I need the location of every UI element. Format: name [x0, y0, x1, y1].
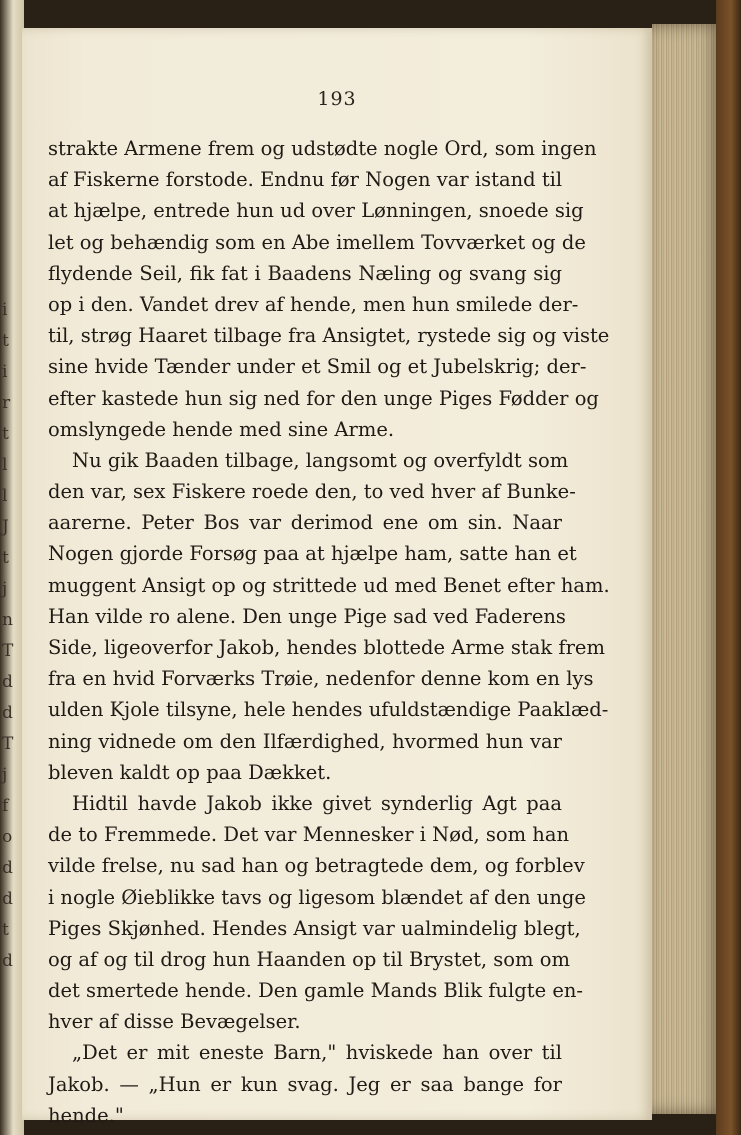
text-line: muggent Ansigt op og strittede ud med Benet efter ham. [48, 573, 610, 597]
margin-letter: d [2, 703, 13, 723]
text-line: de to Fremmede. Det var Mennesker i Nød, som han [48, 823, 570, 847]
margin-letter: T [2, 734, 14, 754]
text-line: vilde frelse, nu sad han og betragtede dem, og forblev [48, 854, 585, 878]
margin-letter: d [2, 889, 13, 909]
margin-letter: d [2, 672, 13, 692]
margin-letter: f [2, 796, 9, 816]
text-line: ulden Kjole tilsyne, hele hendes ufuldstændige Paaklæd- [48, 698, 609, 722]
text-line: Side, ligeoverfor Jakob, hendes blottede Arme stak frem [48, 636, 605, 659]
text-line: til, strøg Haaret tilbage fra Ansigtet, rystede sig og viste [48, 324, 610, 348]
text-line: flydende Seil, fik fat i Baadens Næling og svang sig [48, 261, 562, 285]
body-text [48, 133, 610, 1131]
page-number: 193 [317, 88, 357, 110]
text-line: hende." [48, 1103, 124, 1127]
text-line: bleven kaldt op paa Dækket. [48, 760, 332, 784]
facing-page-edge [0, 0, 24, 1135]
margin-letter: i [2, 300, 8, 320]
text-line: Han vilde ro alene. Den unge Pige sad ved Faderens [48, 604, 566, 628]
text-line: fra en hvid Forværks Trøie, nedenfor denne kom en lys [48, 667, 594, 691]
page-stack-edge [652, 24, 722, 1114]
text-line: strakte Armene frem og udstødte nogle Ord, som ingen [48, 137, 597, 160]
text-line: i nogle Øieblikke tavs og ligesom blændet af den unge [48, 885, 586, 909]
margin-letter: t [2, 548, 9, 568]
text-line: Hidtil havde Jakob ikke givet synderlig Agt paa [72, 791, 562, 815]
text-line: og af og til drog hun Haanden op til Brystet, som om [48, 947, 570, 971]
margin-letter: d [2, 858, 13, 878]
text-line: Piges Skjønhed. Hendes Ansigt var ualmindelig blegt, [48, 916, 581, 940]
margin-letter: l [2, 455, 8, 475]
text-line: aarerne. Peter Bos var derimod ene om sin. Naar [48, 511, 562, 535]
book-cover-edge [716, 0, 741, 1135]
margin-letter: o [2, 827, 13, 847]
text-line: af Fiskerne forstode. Endnu før Nogen var istand til [48, 168, 563, 192]
text-line: det smertede hende. Den gamle Mands Blik fulgte en- [48, 979, 584, 1003]
margin-letter: r [2, 393, 11, 413]
margin-letter: t [2, 331, 9, 351]
text-line: „Det er mit eneste Barn," hviskede han over til [72, 1041, 562, 1065]
margin-letter: i [2, 362, 8, 382]
text-line: Nu gik Baaden tilbage, langsomt og overfyldt som [72, 448, 569, 472]
margin-letter: j [2, 579, 8, 599]
text-line: omslyngede hende med sine Arme. [48, 417, 395, 441]
text-line: Nogen gjorde Forsøg paa at hjælpe ham, satte han et [48, 542, 577, 566]
margin-letter: d [2, 951, 13, 971]
margin-letter: t [2, 920, 9, 940]
text-line: at hjælpe, entrede hun ud over Lønningen, snoede sig [48, 199, 584, 223]
text-line: sine hvide Tænder under et Smil og et Jubelskrig; der- [48, 355, 587, 379]
text-line: ning vidnede om den Ilfærdighed, hvormed hun var [48, 729, 562, 753]
text-line: hver af disse Bevægelser. [48, 1010, 301, 1034]
text-line: efter kastede hun sig ned for den unge Piges Fødder og [48, 386, 599, 410]
text-line: op i den. Vandet drev af hende, men hun smilede der- [48, 292, 579, 316]
text-line: let og behændig som en Abe imellem Tovværket og de [48, 230, 586, 254]
margin-letter: n [2, 610, 13, 630]
book-page [22, 28, 652, 1127]
margin-letter: l [2, 486, 8, 506]
margin-letter: T [2, 641, 14, 661]
margin-letter: t [2, 424, 9, 444]
margin-letter: J [2, 517, 9, 537]
text-line: den var, sex Fiskere roede den, to ved hver af Bunke- [48, 480, 576, 504]
margin-letter: j [2, 765, 8, 785]
text-line: Jakob. — „Hun er kun svag. Jeg er saa bange for [48, 1072, 562, 1096]
